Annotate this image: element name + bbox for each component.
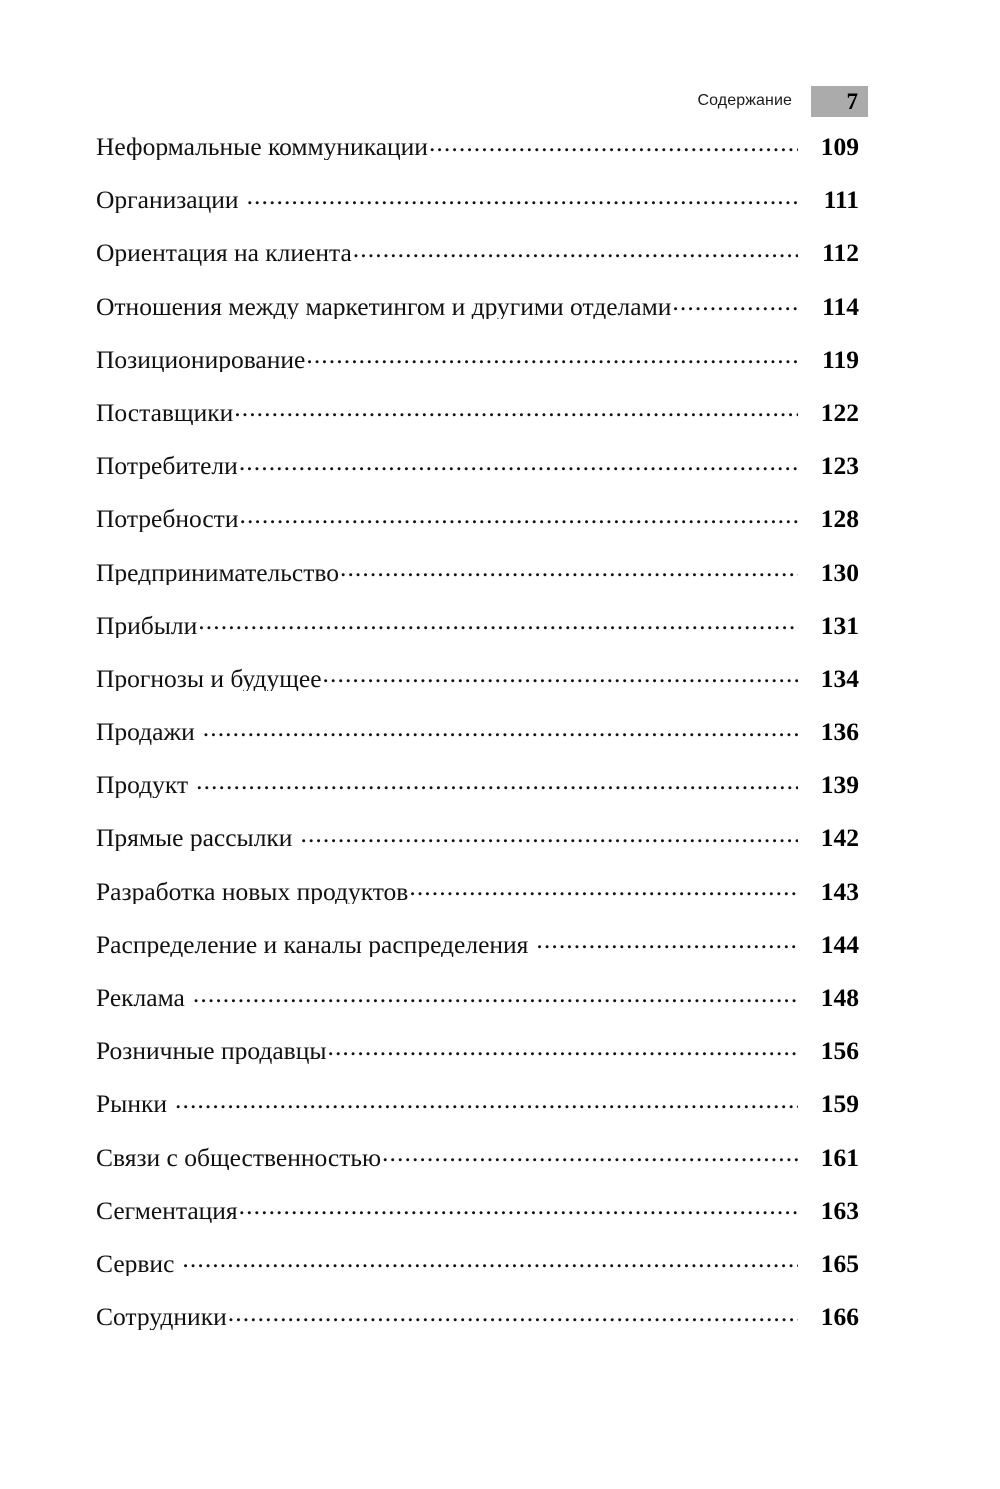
toc-leader-dots bbox=[672, 299, 798, 315]
toc-leader-dots bbox=[175, 1096, 798, 1112]
folio-box bbox=[811, 86, 868, 117]
toc-entry-title: Розничные продавцы bbox=[96, 1038, 327, 1064]
toc-entry[interactable] bbox=[96, 1142, 859, 1198]
toc-entry[interactable] bbox=[96, 610, 859, 666]
toc-entry-page-number: 134 bbox=[820, 663, 859, 693]
toc-entry[interactable] bbox=[96, 663, 859, 719]
toc-leader-dots bbox=[239, 458, 798, 474]
toc-leader-dots bbox=[196, 777, 798, 793]
toc-entry-page-number: 114 bbox=[822, 291, 859, 321]
toc-leader-dots bbox=[239, 1203, 798, 1219]
toc-entry-title: Неформальные коммуникации bbox=[96, 134, 428, 160]
toc-entry-title: Потребители bbox=[96, 453, 238, 479]
toc-entry-title: Прогнозы и будущее bbox=[96, 665, 322, 692]
toc-entry[interactable] bbox=[96, 187, 859, 240]
toc-entry-title: Продукт bbox=[96, 772, 189, 798]
toc-entry-page-number: 130 bbox=[820, 557, 859, 587]
toc-leader-dots bbox=[327, 1043, 798, 1059]
toc-entry[interactable] bbox=[96, 344, 859, 400]
toc-entry-page-number: 148 bbox=[820, 983, 859, 1012]
toc-leader-dots bbox=[203, 724, 798, 740]
toc-leader-dots bbox=[429, 139, 798, 155]
toc-entry-page-number: 122 bbox=[820, 397, 859, 427]
toc-entry-title: Рынки bbox=[96, 1091, 167, 1117]
toc-leader-dots bbox=[182, 1256, 798, 1272]
toc-entry[interactable] bbox=[96, 240, 859, 293]
toc-entry[interactable] bbox=[96, 134, 859, 187]
toc-entry-title: Разработка новых продуктов bbox=[96, 878, 409, 905]
toc-entry[interactable] bbox=[96, 985, 859, 1038]
toc-entry-page-number: 109 bbox=[820, 132, 859, 161]
toc-entry-title: Связи с общественностью bbox=[96, 1144, 382, 1171]
toc-entry[interactable] bbox=[96, 876, 859, 932]
toc-entry-title: Сегментация bbox=[96, 1197, 238, 1224]
toc-entry-title: Ориентация на клиента bbox=[96, 240, 352, 266]
toc-entry-title: Предпринимательство bbox=[96, 559, 339, 585]
toc-entry-page-number: 139 bbox=[820, 770, 859, 800]
toc-leader-dots bbox=[353, 245, 798, 261]
toc-leader-dots bbox=[247, 192, 798, 208]
toc-entry-title: Потребности bbox=[96, 506, 239, 532]
toc-entry[interactable] bbox=[96, 772, 859, 825]
toc-entry-title: Распределение и каналы распределения bbox=[96, 931, 529, 958]
toc-entry[interactable] bbox=[96, 825, 859, 878]
toc-entry[interactable] bbox=[96, 719, 859, 772]
table-of-contents bbox=[96, 134, 859, 1357]
toc-entry-page-number: 166 bbox=[820, 1302, 859, 1332]
running-head-title: Содержание bbox=[697, 92, 792, 109]
toc-entry-title: Организации bbox=[96, 187, 239, 213]
toc-leader-dots bbox=[228, 1309, 798, 1325]
toc-leader-dots bbox=[300, 830, 798, 846]
toc-entry-page-number: 123 bbox=[820, 451, 859, 481]
toc-entry-page-number: 143 bbox=[820, 876, 859, 906]
toc-entry[interactable] bbox=[96, 557, 859, 613]
toc-entry-title: Позиционирование bbox=[96, 346, 306, 373]
toc-entry-page-number: 161 bbox=[820, 1142, 859, 1172]
folio-number: 7 bbox=[846, 89, 858, 114]
toc-entry-page-number: 165 bbox=[820, 1248, 859, 1278]
toc-entry[interactable] bbox=[96, 1304, 859, 1357]
toc-entry[interactable] bbox=[96, 291, 859, 347]
toc-entry-page-number: 131 bbox=[820, 610, 859, 640]
toc-entry[interactable] bbox=[96, 506, 859, 559]
toc-entry-title: Отношения между маркетингом и другими отделами bbox=[96, 293, 672, 320]
toc-entry-title: Прямые рассылки bbox=[96, 825, 293, 851]
toc-entry[interactable] bbox=[96, 453, 859, 506]
toc-entry-page-number: 156 bbox=[820, 1036, 859, 1066]
toc-entry[interactable] bbox=[96, 1091, 859, 1144]
toc-entry[interactable] bbox=[96, 1038, 859, 1091]
toc-entry-title: Продажи bbox=[96, 719, 195, 745]
toc-entry-page-number: 144 bbox=[820, 929, 859, 959]
toc-entry[interactable] bbox=[96, 929, 859, 985]
toc-entry-title: Сотрудники bbox=[96, 1304, 227, 1330]
toc-entry[interactable] bbox=[96, 397, 859, 453]
toc-leader-dots bbox=[323, 671, 798, 687]
toc-leader-dots bbox=[234, 405, 798, 421]
toc-entry-page-number: 128 bbox=[820, 504, 859, 534]
toc-entry[interactable] bbox=[96, 1248, 859, 1304]
toc-entry-title: Поставщики bbox=[96, 399, 234, 426]
toc-entry-page-number: 119 bbox=[822, 344, 859, 374]
toc-entry-page-number: 136 bbox=[820, 717, 859, 747]
toc-entry-page-number: 142 bbox=[820, 823, 859, 853]
toc-leader-dots bbox=[382, 1150, 798, 1166]
toc-entry-page-number: 111 bbox=[823, 185, 859, 215]
toc-leader-dots bbox=[409, 884, 798, 900]
toc-entry-title: Прибыли bbox=[96, 612, 198, 639]
toc-leader-dots bbox=[340, 565, 798, 581]
toc-leader-dots bbox=[239, 511, 798, 527]
running-head bbox=[96, 86, 868, 117]
toc-entry-page-number: 163 bbox=[820, 1195, 859, 1225]
toc-leader-dots bbox=[306, 352, 798, 368]
toc-entry-page-number: 112 bbox=[822, 238, 859, 268]
toc-entry-title: Сервис bbox=[96, 1250, 175, 1277]
toc-entry-title: Реклама bbox=[96, 985, 185, 1011]
toc-leader-dots bbox=[193, 990, 798, 1006]
toc-entry[interactable] bbox=[96, 1195, 859, 1251]
toc-entry-page-number: 159 bbox=[820, 1089, 859, 1119]
toc-leader-dots bbox=[536, 937, 798, 953]
toc-leader-dots bbox=[198, 618, 798, 634]
